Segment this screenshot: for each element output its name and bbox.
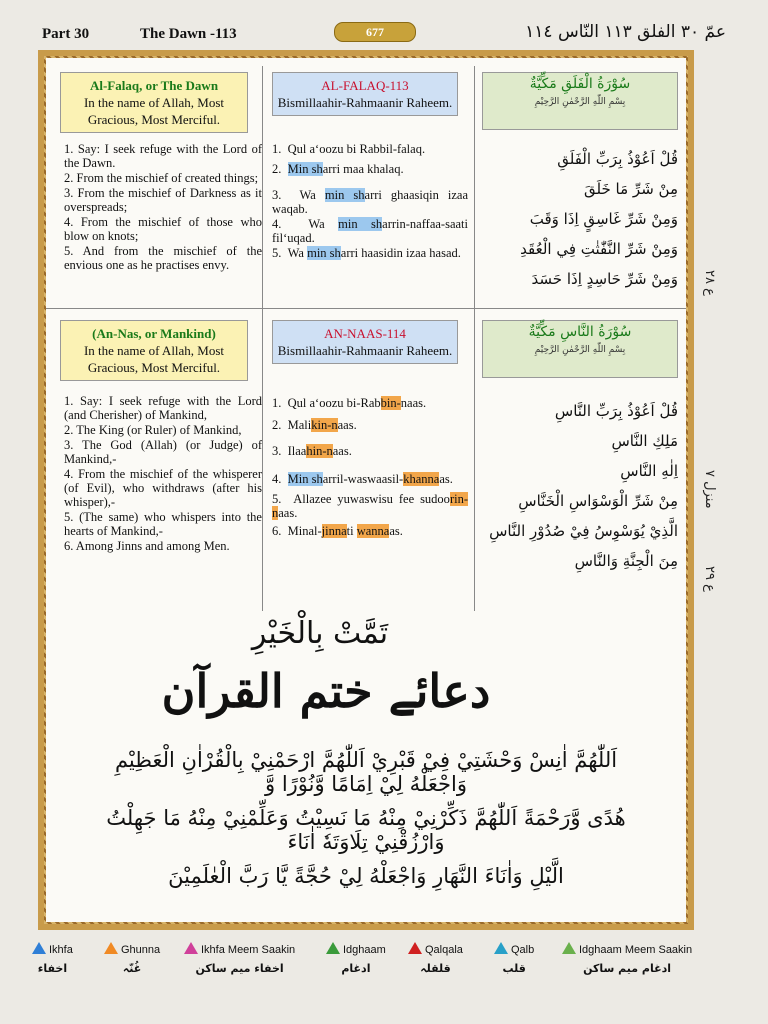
nas-translation (64, 394, 262, 554)
side-label: ع ٢٩ (702, 566, 717, 592)
list-item: مَلِكِ النَّاسِ (611, 432, 678, 450)
legend-item: Qalqala قلقلہ (408, 942, 463, 975)
column-divider (262, 66, 263, 611)
list-item: وَمِنْ شَرِّ غَاسِقٍ اِذَا وَقَبَ (529, 210, 678, 228)
list-item: 1. Say: I seek refuge with the Lord (and Cherisher) of Mankind, (64, 394, 262, 422)
column-divider (474, 66, 475, 611)
ikhfa-triangle-icon (32, 942, 46, 954)
nas-tr-bismillah: Bismillaahir-Rahmaanir Raheem. (277, 343, 453, 358)
nas-tr-title: AN-NAAS-114 (324, 326, 406, 341)
list-item: قُلْ اَعُوْذُ بِرَبِّ الْفَلَقِ (557, 150, 678, 168)
legend-item: Qalb قلب (494, 942, 534, 975)
dua-line: هُدًى وَّرَحْمَةً اَللّٰهُمَّ ذَكِّرْنِيْ مِنْهُ مَا نَسِيْتُ وَعَلِّمْنِيْ مِنْهُ مَا جَهِلْتُ وَارْزُقْنِيْ تِلَاوَتَهٗ اٰنَاءَ (106, 806, 626, 854)
falaq-tr-title: AL-FALAQ-113 (321, 78, 409, 93)
page-number: 677 (334, 22, 416, 42)
legend-item: Ikhfa Meem Saakin اخفاء میم ساکن (184, 942, 295, 975)
list-item: اِلٰهِ النَّاسِ (620, 462, 678, 480)
qalb-triangle-icon (494, 942, 508, 954)
tajweed-legend (0, 942, 768, 982)
falaq-transliteration-heading (272, 72, 458, 116)
list-item: 3. From the mischief of Darkness as it overspreads; (64, 186, 262, 214)
nas-en-title: (An-Nas, or Mankind) (92, 326, 216, 341)
list-item: 2. The King (or Ruler) of Mankind, (64, 423, 242, 437)
list-item: قُلْ اَعُوْذُ بِرَبِّ النَّاسِ (554, 402, 678, 420)
list-item: وَمِنْ شَرِّ النَّفّٰثٰتِ فِي الْعُقَدِ (520, 240, 678, 258)
falaq-en-title: Al-Falaq, or The Dawn (89, 78, 219, 93)
page-header (0, 0, 768, 44)
nas-ar-title: سُوْرَةُ النَّاسِ مَكِّيَّةٌ (528, 324, 632, 340)
list-item: مِنْ شَرِّ مَا خَلَقَ (584, 180, 678, 198)
list-item: 6. Among Jinns and among Men. (64, 539, 230, 553)
nas-transliteration: 1. Qul a‘oozu bi-Rabbin-naas. 2. Malikin-naas. 3. Ilaahin-naas. 4. Min sharril-waswaasil-khannaas. 5. Allazee yuwaswisu fee sudoorin-naas. 6. Minal-jinnati wannaas. (272, 396, 468, 538)
falaq-arabic-heading (482, 72, 678, 130)
legend-item: Ghunna غُنّہ (104, 942, 160, 975)
qalqala-triangle-icon (408, 942, 422, 954)
idghaam-triangle-icon (326, 942, 340, 954)
list-item: 2. From the mischief of created things; (64, 171, 259, 185)
falaq-ar-bismillah: بِسْمِ اللّٰهِ الرَّحْمٰنِ الرَّحِيْمِ (534, 97, 626, 107)
dua-line: الَّيْلِ وَاٰنَاءَ النَّهَارِ وَاجْعَلْهُ لِيْ حُجَّةً يَّا رَبَّ الْعٰلَمِيْنَ (168, 864, 564, 888)
list-item: مِنَ الْجِنَّةِ وَالنَّاسِ (574, 552, 678, 570)
part-label: Part 30 (42, 26, 90, 42)
list-item: 3. The God (Allah) (or Judge) of Mankind,- (64, 438, 262, 466)
list-item: الَّذِيْ يُوَسْوِسُ فِيْ صُدُوْرِ النَّاسِ (489, 522, 678, 540)
list-item: 4. From the mischief of the whisperer (of Evil), who withdraws (after his whisper),- (64, 467, 262, 509)
list-item: وَمِنْ شَرِّ حَاسِدٍ اِذَا حَسَدَ (531, 270, 678, 288)
page-content (46, 58, 686, 922)
legend-item: Idghaam ادغام (326, 942, 386, 975)
section-divider (46, 308, 686, 309)
nas-arabic-verses (482, 396, 678, 576)
falaq-english-heading (60, 72, 248, 133)
falaq-transliteration: 1. Qul a‘oozu bi Rabbil-falaq. 2. Min sharri maa khalaq. 3. Wa min sharri ghaasiqin izaa waqab. 4. Wa min sharrin-naffaa-saati fil‘uqad. 5. Wa min sharri haasidin izaa hasad. (272, 142, 468, 260)
falaq-translation (64, 142, 262, 273)
nas-en-bismillah: In the name of Allah, Most Gracious, Most Merciful. (83, 343, 225, 375)
dua-title: دعائے ختم القرآن (161, 664, 491, 718)
list-item: 1. Say: I seek refuge with the Lord of the Dawn. (64, 142, 262, 170)
surah-name: The Dawn -113 (140, 26, 237, 42)
nas-transliteration-heading (272, 320, 458, 364)
list-item: 5. (The same) who whispers into the hearts of Mankind,- (64, 510, 262, 538)
falaq-ar-title: سُوْرَةُ الْفَلَقِ مَكِّيَّةٌ (529, 76, 631, 92)
nas-arabic-heading (482, 320, 678, 378)
list-item: مِنْ شَرِّ الْوَسْوَاسِ الْخَنَّاسِ (518, 492, 678, 510)
legend-item: Idghaam Meem Saakin ادغام میم ساکن (562, 942, 692, 975)
idghaam-meem-triangle-icon (562, 942, 576, 954)
falaq-tr-bismillah: Bismillaahir-Rahmaanir Raheem. (277, 95, 453, 110)
legend-item: Ikhfa اخفاء (32, 942, 73, 975)
falaq-en-bismillah: In the name of Allah, Most Gracious, Most Merciful. (83, 95, 225, 127)
nas-english-heading (60, 320, 248, 381)
list-item: 5. And from the mischief of the envious one as he practises envy. (64, 244, 262, 272)
ghunna-triangle-icon (104, 942, 118, 954)
list-item: 4. From the mischief of those who blow on knots; (64, 215, 262, 243)
tammat-heading: تَمَّتْ بِالْخَيْرِ (251, 616, 389, 651)
side-label: ع ٢٨ (702, 270, 717, 296)
falaq-arabic-verses (482, 144, 678, 294)
arabic-header: عمّ ٣٠ الفلق ١١٣ النّاس ١١٤ (525, 22, 726, 42)
side-label: منزل ٧ (702, 470, 717, 509)
dua-line: اَللّٰهُمَّ اٰنِسْ وَحْشَتِيْ فِيْ قَبْرِيْ اَللّٰهُمَّ ارْحَمْنِيْ بِالْقُرْاٰنِ الْعَظِيْمِ وَاجْعَلْهُ لِيْ اِمَامًا وَّنُوْرًا وَّ (114, 748, 618, 796)
ikhfa-meem-triangle-icon (184, 942, 198, 954)
nas-ar-bismillah: بِسْمِ اللّٰهِ الرَّحْمٰنِ الرَّحِيْمِ (534, 345, 626, 355)
